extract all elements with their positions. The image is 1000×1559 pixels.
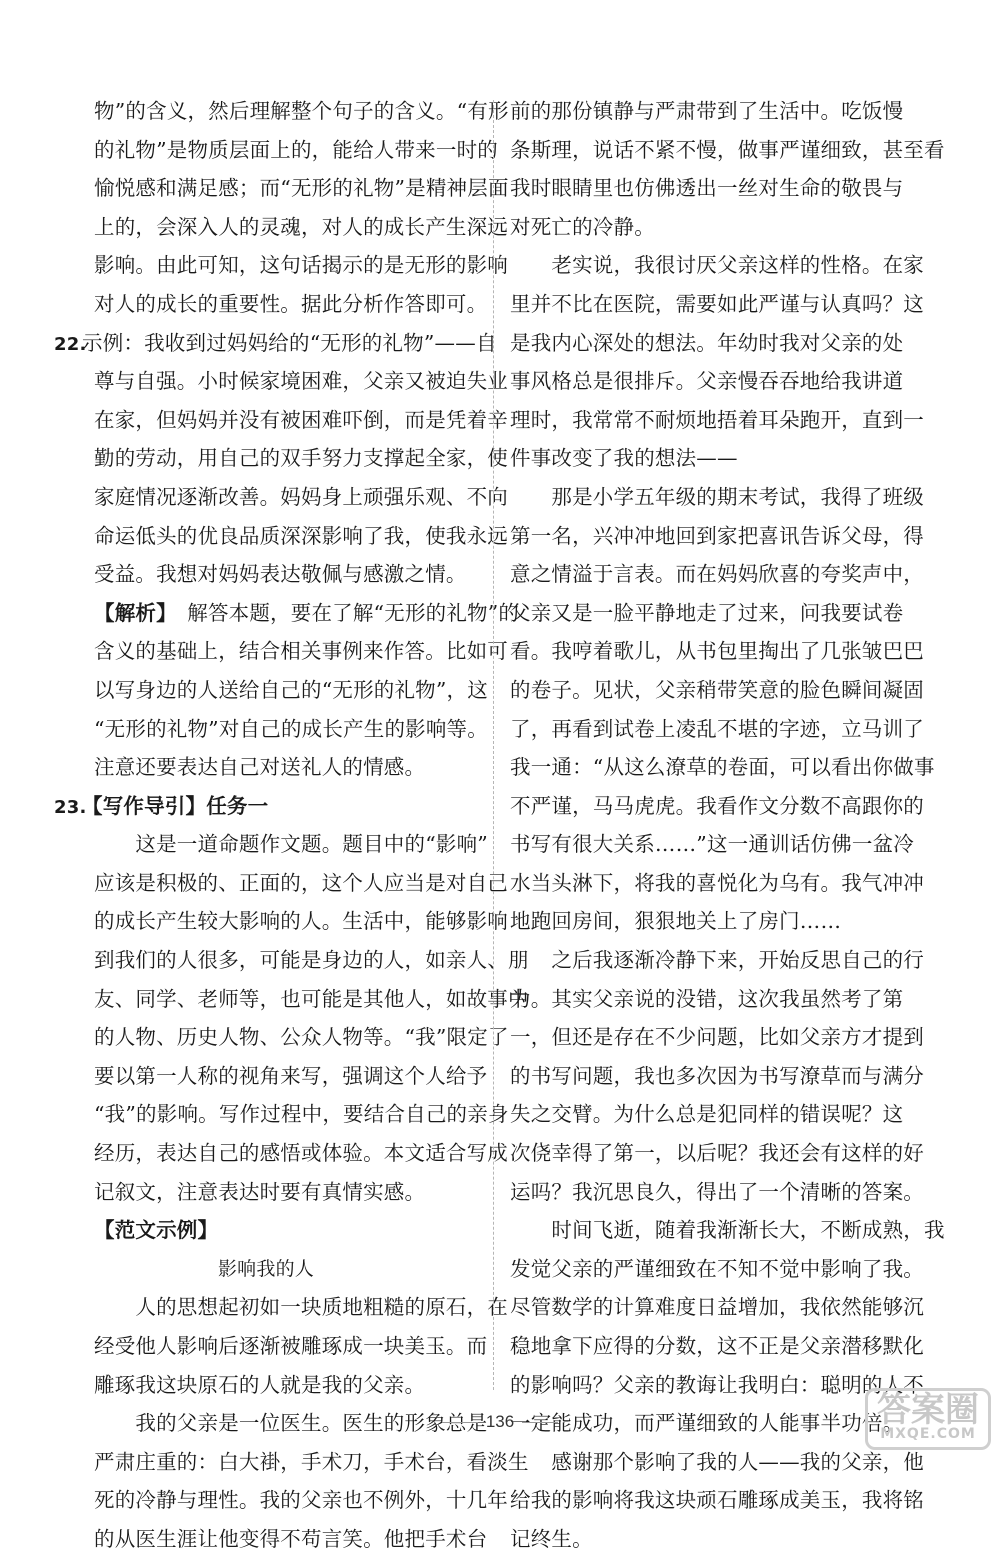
line-text: 上的，会深入人的灵魂，对人的成长产生深远 <box>94 214 508 239</box>
text-line: 次侥幸得了第一，以后呢？我还会有这样的好 <box>510 1141 924 1166</box>
line-text: 解答本题，要在了解“无形的礼物”的 <box>166 600 520 625</box>
text-line: 记终生。 <box>510 1526 593 1551</box>
text-line: 失之交臂。为什么总是犯同样的错误呢？这 <box>510 1102 904 1127</box>
right-column <box>510 92 945 1559</box>
text-line: 的影响吗？父亲的教诲让我明白：聪明的人不 <box>510 1372 924 1397</box>
text-line: 一定能成功，而严谨细致的人能事半功倍。 <box>510 1411 904 1436</box>
text-line <box>54 131 498 170</box>
text-line: 老实说，我很讨厌父亲这样的性格。在家 <box>510 253 924 278</box>
text-line <box>54 632 508 671</box>
text-line <box>54 1134 508 1173</box>
text-line: 不严谨，马马虎虎。我看作文分数不高跟你的 <box>510 793 924 818</box>
line-text: 以写身边的人送给自己的“无形的礼物”，这 <box>94 677 488 702</box>
text-line <box>54 710 488 749</box>
question-number: 23. <box>54 796 87 818</box>
text-line <box>54 941 529 980</box>
text-line <box>54 555 478 594</box>
text-line: 意之情溢于言表。而在妈妈欣喜的夸奖声中， <box>510 562 924 587</box>
text-line: 为。其实父亲说的没错，这次我虽然考了第 <box>510 986 904 1011</box>
text-line <box>54 825 488 864</box>
text-line <box>54 1288 508 1327</box>
line-text: 严肃庄重的：白大褂，手术刀，手术台，看淡生 <box>94 1449 529 1474</box>
line-text: 雕琢我这块原石的人就是我的父亲。 <box>94 1372 426 1397</box>
line-text: 命运低头的优良品质深深影响了我，使我永远 <box>94 523 508 548</box>
text-line: 里并不比在医院，需要如此严谨与认真吗？这 <box>510 291 924 316</box>
section-label: 【解析】 <box>94 600 167 625</box>
watermark-logo: 答案圈 MXQE.COM <box>865 1388 991 1450</box>
line-text: 要以第一人称的视角来写，强调这个人给予 <box>94 1063 488 1088</box>
text-line: 给我的影响将我这块顽石雕琢成美玉，我将铭 <box>510 1488 924 1513</box>
text-line: 件事改变了我的想法—— <box>510 446 738 471</box>
text-line: 书写有很大关系……”这一通训话仿佛一盆冷 <box>510 832 914 857</box>
text-line: 那是小学五年级的期末考试，我得了班级 <box>510 484 924 509</box>
line-text: 勤的劳动，用自己的双手努力支撑起全家，使 <box>94 446 508 471</box>
text-line <box>54 517 508 556</box>
text-line: 尽管数学的计算难度日益增加，我依然能够沉 <box>510 1295 924 1320</box>
section-label: 【写作导引】任务一 <box>82 793 269 818</box>
text-line: 水当头淋下，将我的喜悦化为乌有。我气冲冲 <box>510 870 924 895</box>
line-text: 家庭情况逐渐改善。妈妈身上顽强乐观、不向 <box>94 484 508 509</box>
text-line: 是我内心深处的想法。年幼时我对父亲的处 <box>510 330 904 355</box>
text-line <box>54 748 478 787</box>
line-text: 尊与自强。小时候家境困难，父亲又被迫失业 <box>94 369 508 394</box>
line-text: 的礼物”是物质层面上的，能给人带来一时的 <box>94 137 498 162</box>
line-text: 经受他人影响后逐渐被雕琢成一块美玉。而 <box>94 1334 488 1358</box>
line-text: 在家，但妈妈并没有被困难吓倒，而是凭着辛 <box>94 407 508 432</box>
question-number: 22. <box>54 333 87 355</box>
line-text: 友、同学、老师等，也可能是其他人，如故事中 <box>94 986 529 1011</box>
page-number: 136 <box>0 1412 1000 1432</box>
text-line <box>54 1327 488 1366</box>
line-text: 注意还要表达自己对送礼人的情感。 <box>94 755 426 780</box>
line-text: 经历，表达自己的感悟或体验。本文适合写成 <box>94 1141 508 1166</box>
line-text: 愉悦感和满足感；而“无形的礼物”是精神层面 <box>94 176 509 201</box>
text-line <box>54 1211 478 1250</box>
line-text: 的人物、历史人物、公众人物等。“我”限定了 <box>94 1025 509 1050</box>
text-line: 时间飞逝，随着我渐渐长大，不断成熟，我 <box>510 1218 945 1243</box>
line-text: 应该是积极的、正面的，这个人应当是对自己 <box>94 870 508 895</box>
line-text: 物”的含义，然后理解整个句子的含义。“有形 <box>94 99 509 123</box>
text-line <box>54 208 508 247</box>
text-line: 的卷子。见状，父亲稍带笑意的脸色瞬间凝固 <box>510 677 924 702</box>
line-text: “我”的影响。写作过程中，要结合自己的亲身 <box>94 1102 509 1127</box>
text-line: 之后我逐渐冷静下来，开始反思自己的行 <box>510 948 924 973</box>
line-text: 到我们的人很多，可能是身边的人，如亲人、朋 <box>94 948 529 973</box>
text-line <box>54 401 508 440</box>
text-line <box>54 1366 478 1405</box>
text-line: 稳地拿下应得的分数，这不正是父亲潜移默化 <box>510 1334 924 1358</box>
text-line <box>54 1443 529 1482</box>
text-line <box>54 478 508 517</box>
text-line: 一，但还是存在不少问题，比如父亲方才提到 <box>510 1025 924 1050</box>
text-line: 前的那份镇静与严肃带到了生活中。吃饭慢 <box>510 99 904 123</box>
line-text: 影响。由此可知，这句话揭示的是无形的影响 <box>94 253 508 278</box>
line-text: 人的思想起初如一块质地粗糙的原石，在 <box>94 1295 508 1320</box>
line-text: 记叙文，注意表达时要有真情实感。 <box>94 1179 426 1204</box>
text-line <box>54 169 509 208</box>
text-line: 我时眼睛里也仿佛透出一丝对生命的敬畏与 <box>510 176 904 201</box>
line-text: 这是一道命题作文题。题目中的“影响” <box>94 832 488 857</box>
line-text: 示例：我收到过妈妈给的“无形的礼物”——自 <box>82 330 497 355</box>
text-line <box>54 902 508 941</box>
text-line <box>54 92 509 131</box>
text-line <box>54 1057 488 1096</box>
text-line <box>54 1173 478 1212</box>
text-line <box>54 594 520 633</box>
column-divider <box>493 100 494 1390</box>
text-line: 了，再看到试卷上凌乱不堪的字迹，立马训了 <box>510 716 924 741</box>
line-text: “无形的礼物”对自己的成长产生的影响等。 <box>94 716 488 741</box>
essay-title: 影响我的人 <box>217 1257 314 1280</box>
line-text: 我的父亲是一位医生。医生的形象总是 <box>94 1411 488 1436</box>
text-line <box>54 285 488 324</box>
line-text: 对人的成长的重要性。据此分析作答即可。 <box>94 291 488 316</box>
text-line: 第一名，兴冲冲地回到家把喜讯告诉父母，得 <box>510 523 924 548</box>
text-line <box>54 439 508 478</box>
text-line: 发觉父亲的严谨细致在不知不觉中影响了我。 <box>510 1256 924 1281</box>
text-line: 对死亡的冷静。 <box>510 214 655 239</box>
text-line: 我一通：“从这么潦草的卷面，可以看出你做事 <box>510 755 935 780</box>
text-line <box>54 671 488 710</box>
section-label: 【范文示例】 <box>94 1218 219 1243</box>
text-line: 看。我哼着歌儿，从书包里掏出了几张皱巴巴 <box>510 639 924 664</box>
line-text: 受益。我想对妈妈表达敬佩与感激之情。 <box>94 562 467 587</box>
text-line: 条斯理，说话不紧不慢，做事严谨细致，甚至看 <box>510 137 945 162</box>
text-line: 事风格总是很排斥。父亲慢吞吞地给我讲道 <box>510 369 904 394</box>
text-line <box>54 980 529 1019</box>
text-line <box>54 362 508 401</box>
text-line: 理时，我常常不耐烦地捂着耳朵跑开，直到一 <box>510 407 924 432</box>
text-line: 感谢那个影响了我的人——我的父亲，他 <box>510 1449 924 1474</box>
text-line <box>54 1095 509 1134</box>
text-line <box>54 1481 508 1520</box>
text-line <box>54 1520 488 1559</box>
line-text: 的从医生涯让他变得不苟言笑。他把手术台 <box>94 1526 488 1551</box>
text-line <box>54 246 508 285</box>
text-line <box>54 1018 509 1057</box>
line-text: 的成长产生较大影响的人。生活中，能够影响 <box>94 909 508 934</box>
line-text: 含义的基础上，结合相关事例来作答。比如可 <box>94 639 508 664</box>
text-line <box>54 864 508 903</box>
text-line: 地跑回房间，狠狠地关上了房门…… <box>510 909 842 934</box>
line-text: 死的冷静与理性。我的父亲也不例外，十几年 <box>94 1488 508 1513</box>
text-line <box>54 787 478 826</box>
text-line: 父亲又是一脸平静地走了过来，问我要试卷 <box>510 600 904 625</box>
text-line: 的书写问题，我也多次因为书写潦草而与满分 <box>510 1063 924 1088</box>
text-line: 运吗？我沉思良久，得出了一个清晰的答案。 <box>510 1179 924 1204</box>
text-line <box>54 324 497 363</box>
